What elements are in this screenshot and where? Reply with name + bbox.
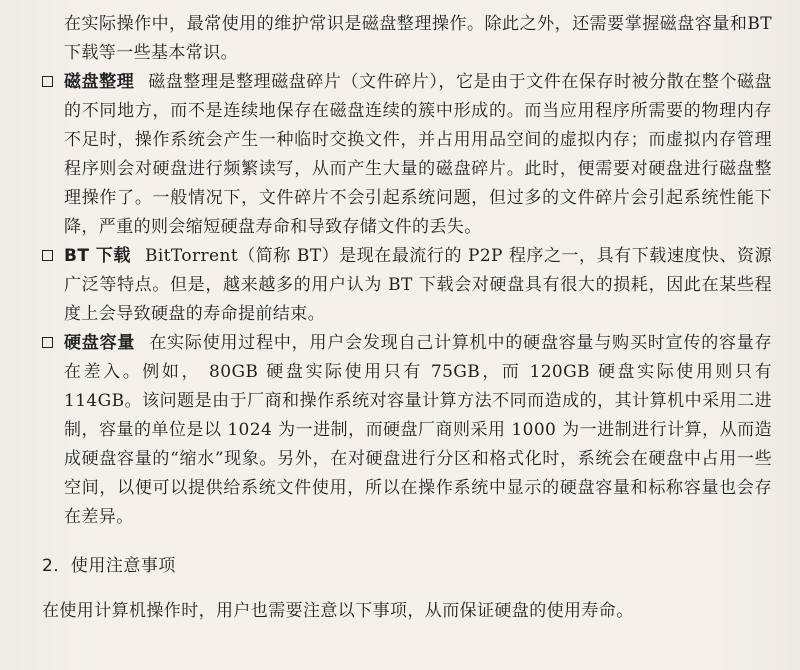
closing-paragraph: 在使用计算机操作时，用户也需要注意以下事项，从而保证硬盘的使用寿命。 — [42, 601, 634, 621]
bullet-item-disk-capacity — [42, 329, 772, 532]
term-disk-capacity: 硬盘容量 — [64, 333, 136, 353]
checkbox-bullet-icon — [42, 250, 53, 261]
body-bt-download: BitTorrent（简称 BT）是现在最流行的 P2P 程序之一，具有下载速度快、资源广泛等特点。但是，越来越多的用户认为 BT 下载会对硬盘具有很大的损耗，因此在某些程度上会导致硬盘的寿命提前结束。 — [64, 246, 772, 324]
intro-paragraph: 在实际操作中，最常使用的维护常识是磁盘整理操作。除此之外，还需要掌握磁盘容量和BT下载等一些基本常识。 — [64, 14, 772, 63]
checkbox-bullet-icon — [42, 337, 53, 348]
bullet-item-disk-defrag — [42, 68, 772, 242]
body-disk-capacity: 在实际使用过程中，用户会发现自己计算机中的硬盘容量与购买时宣传的容量存在差入。例如， 80GB 硬盘实际使用只有 75GB，而 120GB 硬盘实际使用则只有 114GB。该问题是由于厂商和操作系统对容量计算方法不同而造成的，其计算机中采用二进制，容量的单位是以 1024 为一进制，而硬盘厂商则采用 1000 为一进制进行计算，从而造成硬盘容量的“缩水”现象。另外，在对硬盘进行分区和格式化时，系统会在硬盘中占用一些空间，以便可以提供给系统文件使用，所以在操作系统中显示的硬盘容量和标称容量也会存在差异。 — [64, 333, 773, 527]
section-heading: 2．使用注意事项 — [42, 556, 176, 576]
term-disk-defrag: 磁盘整理 — [64, 72, 135, 92]
bullet-item-bt-download — [42, 242, 772, 329]
term-bt-download: BT 下载 — [64, 246, 131, 266]
checkbox-bullet-icon — [42, 76, 53, 87]
body-disk-defrag: 磁盘整理是整理磁盘碎片（文件碎片），它是由于文件在保存时被分散在整个磁盘的不同地方，而不是连续地保存在磁盘连续的簇中形成的。而当应用程序所需要的物理内存不足时，操作系统会产生一种临时交换文件，并占用用品空间的虚拟内存；而虚拟内存管理程序则会对硬盘进行频繁读写，从而产生大量的磁盘碎片。此时，便需要对硬盘进行磁盘整理操作了。一般情况下，文件碎片不会引起系统问题，但过多的文件碎片会引起系统性能下降，严重的则会缩短硬盘寿命和导致存储文件的丢失。 — [64, 72, 772, 237]
